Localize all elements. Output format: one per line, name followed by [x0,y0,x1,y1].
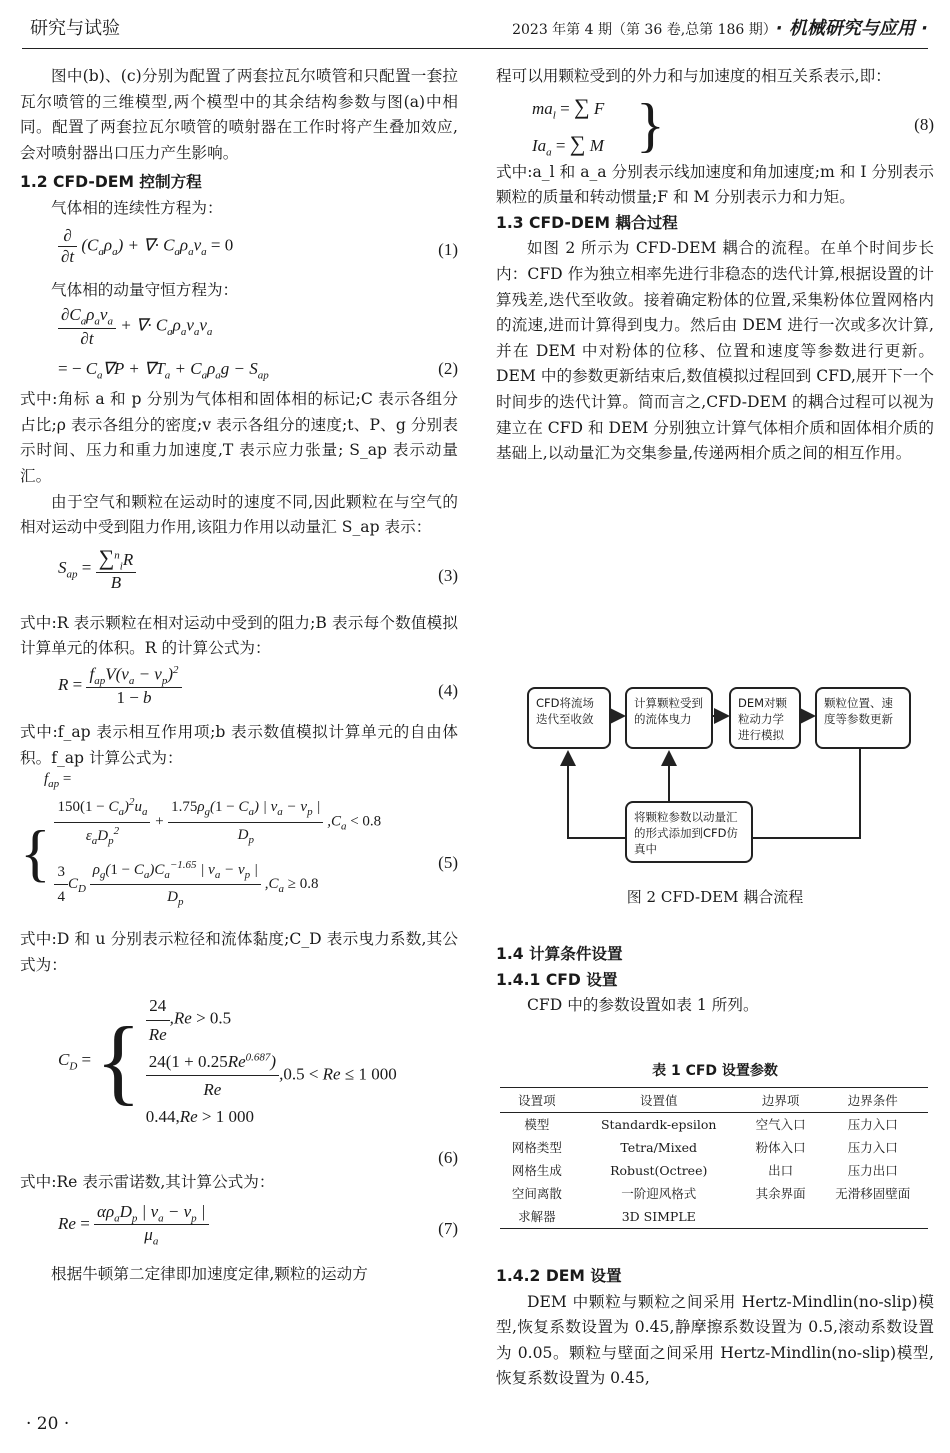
paragraph-coupling: 如图 2 所示为 CFD-DEM 耦合的流程。在单个时间步长内：CFD 作为独立相率先进行非稳态的迭代计算,根据设置的计算残差,迭代至收敛。接着确定粉体的位置,采集粉体位置网格内的流速,进而计算得到曳力。然后由 DEM 进行一次或多次计算,并在 DEM 中对粉体的位移、位置和速度等参数进行更新。DEM 中的参数更新结束后,数值模拟过程回到 CFD,展开下一个时间步的迭代计算。简而言之,CFD-DEM 的耦合过程可以视为建立在 CFD 和 DEM 分别独立计算气体相介质和固体相介质的基础上,以动量汇为交集参量,传递两相介质之间的相互作用。 [496,239,934,463]
equation-3-number: (3) [438,565,458,585]
equation-6: $C_D$ = { $\frac{24}{Re}$ ,Re > 0.5 $\frac{24(1 + 0.25Re^{0.687})}{Re}$ ,0.5 < Re ≤ 1 000 0.44,Re > 1 000 (6) [20,978,458,1170]
table-cell: 一阶迎风格式 [621,1186,697,1201]
table-row [500,1205,928,1229]
section-heading-1-2: 1.2 CFD-DEM 控制方程 [20,173,202,192]
table-header-cell: 边界条件 [817,1088,928,1113]
equation-7-number: (7) [438,1218,458,1238]
equation-7: Re = $\frac{\alpha\rho_aD_p | v_a - v_p |}{\mu_a}$ (7) [58,1201,458,1248]
table-cell [744,1205,818,1229]
table-cell: 压力出口 [847,1163,898,1178]
flow-box-add-to-cfd: 将颗粒参数以动量汇的形式添加到CFD仿真中 [625,801,753,863]
section-heading-1-3: 1.3 CFD-DEM 耦合过程 [496,213,678,232]
table-header-cell: 边界项 [744,1088,818,1113]
cfd-settings-table [500,1087,928,1229]
equation-8: $ma_l$ = ∑ F $Ia_a$ = ∑ M } (8) [532,91,934,159]
flow-box-update-params: 颗粒位置、速度等参数更新 [815,687,911,749]
figure-2-caption: 图 2 CFD-DEM 耦合流程 [626,888,804,906]
table-cell: 压力入口 [847,1117,898,1132]
table-cell: 出口 [768,1163,794,1178]
table-1-caption: 表 1 CFD 设置参数 [652,1063,778,1079]
paragraph-newton: 根据牛顿第二定律即加速度定律,颗粒的运动方 [51,1264,368,1283]
paragraph-momentum: 气体相的动量守恒方程为： [51,280,239,299]
table-cell: 空气入口 [755,1117,806,1132]
paragraph-where-6: 式中:Re 表示雷诺数,其计算公式为： [20,1173,275,1192]
table-cell: 网格生成 [511,1163,562,1178]
equation-5-number: (5) [438,853,458,873]
table-cell [817,1205,928,1229]
paragraph-dem-settings: DEM 中颗粒与颗粒之间采用 Hertz-Mindlin(no-slip)模型,恢复系数设置为 0.45,静摩擦系数设置为 0.5,滚动系数设置为 0.05。颗粒与壁面之间采用 Hertz-Mindlin(no-slip)模型,恢复系数设置为 0.45, [496,1292,934,1388]
equation-1-number: (1) [438,239,458,259]
paragraph-continuity: 气体相的连续性方程为： [51,198,223,217]
table-cell: 3D SIMPLE [574,1205,744,1229]
table-header-cell: 设置项 [500,1088,574,1113]
paragraph-intro: 图中(b)、(c)分别为配置了两套拉瓦尔喷管和只配置一套拉瓦尔喷管的三维模型,两个模型中的其余结构参数与图(a)中相同。配置了两套拉瓦尔喷管的喷射器在工作时将产生叠加效应,会对喷射器出口压力产生影响。 [20,67,458,162]
table-cell: 求解器 [500,1205,574,1229]
equation-2: $\frac{\partial C_a\rho_av_a}{\partial t}$ + ∇· $C_a\rho_av_av_a$ = − $C_a\nabla P + \nabla T_a + C_a\rho_ag - S_{ap}$ (2) [58,305,458,382]
issue-info: 2023 年第 4 期（第 36 卷,总第 186 期） [512,22,770,38]
paragraph-where-5: 式中:D 和 u 分别表示粒径和流体黏度;C_D 表示曳力系数,其公式为： [20,930,458,974]
equation-3: $S_{ap}$ = $\frac{\sum^n_iR}{B}$ (3) [58,544,458,593]
table-row [500,1113,928,1137]
flow-box-dem-simulate: DEM对颗粒动力学进行模拟 [729,687,801,749]
equation-4-number: (4) [438,680,458,700]
table-cell: 粉体入口 [755,1140,806,1155]
section-heading-1-4-1: 1.4.1 CFD 设置 [496,970,618,989]
paragraph-cfd-settings: CFD 中的参数设置如表 1 所列。 [527,996,759,1015]
running-header-issue [512,14,928,40]
running-header-section: 研究与试验 [30,18,120,39]
journal-brand: · 机械研究与应用 · [775,18,928,39]
table-cell: Tetra/Mixed [620,1140,698,1155]
flow-box-cfd-converge: CFD将流场迭代至收敛 [527,687,611,749]
paragraph-drag: 由于空气和颗粒在运动时的速度不同,因此颗粒在与空气的相对运动中受到阻力作用,该阻力作用以动量汇 S_ap 表示： [20,492,458,537]
table-header-row [500,1088,928,1113]
equation-8-number: (8) [914,114,934,134]
equation-1: $\frac{\partial}{\partial t}$ $(C_a\rho_a)$ + ∇· $C_a\rho_av_a = 0$ (1) [20,222,458,278]
table-cell: 其余界面 [755,1186,806,1201]
table-cell: 无滑移固壁面 [835,1186,911,1201]
section-heading-1-4-2: 1.4.2 DEM 设置 [496,1267,622,1285]
paragraph-where-8: 式中:a_l 和 a_a 分别表示线加速度和角加速度;m 和 I 分别表示颗粒的质量和转动惯量;F 和 M 分别表示力和力矩。 [496,162,934,207]
equation-4: R = $\frac{f_{ap}V(v_a - v_p)^2}{1 - b}$ (4) [58,663,458,707]
table-row [500,1136,928,1159]
table-cell: 空间离散 [511,1186,562,1201]
table-cell: 模型 [524,1117,550,1132]
figure-2-flowchart [525,683,925,863]
paragraph-where-3: 式中:R 表示颗粒在相对运动中受到的阻力;B 表示每个数值模拟计算单元的体积。R 的计算公式为： [20,613,458,658]
left-column [20,64,458,1287]
table-cell: Standardk-epsilon [600,1117,717,1132]
table-row [500,1159,928,1182]
paragraph-where-2: 式中:角标 a 和 p 分别为气体相和固体相的标记;C 表示各组分占比;ρ 表示各组分的密度;v 表示各组分的速度;t、P、g 分别表示时间、压力和重力加速度,T 表示应力张量; S_ap 表示动量汇。 [20,390,458,485]
table-cell: 网格类型 [511,1140,562,1155]
equation-5: $f_{ap}$ = { $\frac{150(1 - C_a)^2u_a}{\varepsilon_aD_p^2}$ + $\frac{1.75\rho_g(1 - C_a) | v_a - v_p |}{D_p}$ $,C_a < 0.8$ $\frac{3}{4}$ $C_D$ $\frac{\rho_g(1 - C_a)C_a^{-1.65} | v_a - v_p |}{D_p}$ $,C_a \ge 0.8$ (5) [20,771,458,909]
flow-box-compute-drag: 计算颗粒受到的流体曳力 [625,687,713,749]
equation-6-number: (6) [438,1148,458,1168]
arrow-5-1 [568,752,625,838]
table-row [500,1182,928,1205]
right-column [496,64,934,467]
page-number: · 20 · [26,1414,70,1434]
header-rule [22,48,928,49]
table-header-cell: 设置值 [574,1088,744,1113]
paragraph-where-4: 式中:f_ap 表示相互作用项;b 表示数值模拟计算单元的自由体积。f_ap 计算公式为： [20,722,458,767]
equation-2-number: (2) [438,359,458,379]
section-heading-1-4: 1.4 计算条件设置 [496,945,623,963]
table-cell: Robust(Octree) [610,1163,708,1178]
table-cell: 压力入口 [847,1140,898,1155]
paragraph-continued: 程可以用颗粒受到的外力和与加速度的相互关系表示,即： [496,67,891,85]
